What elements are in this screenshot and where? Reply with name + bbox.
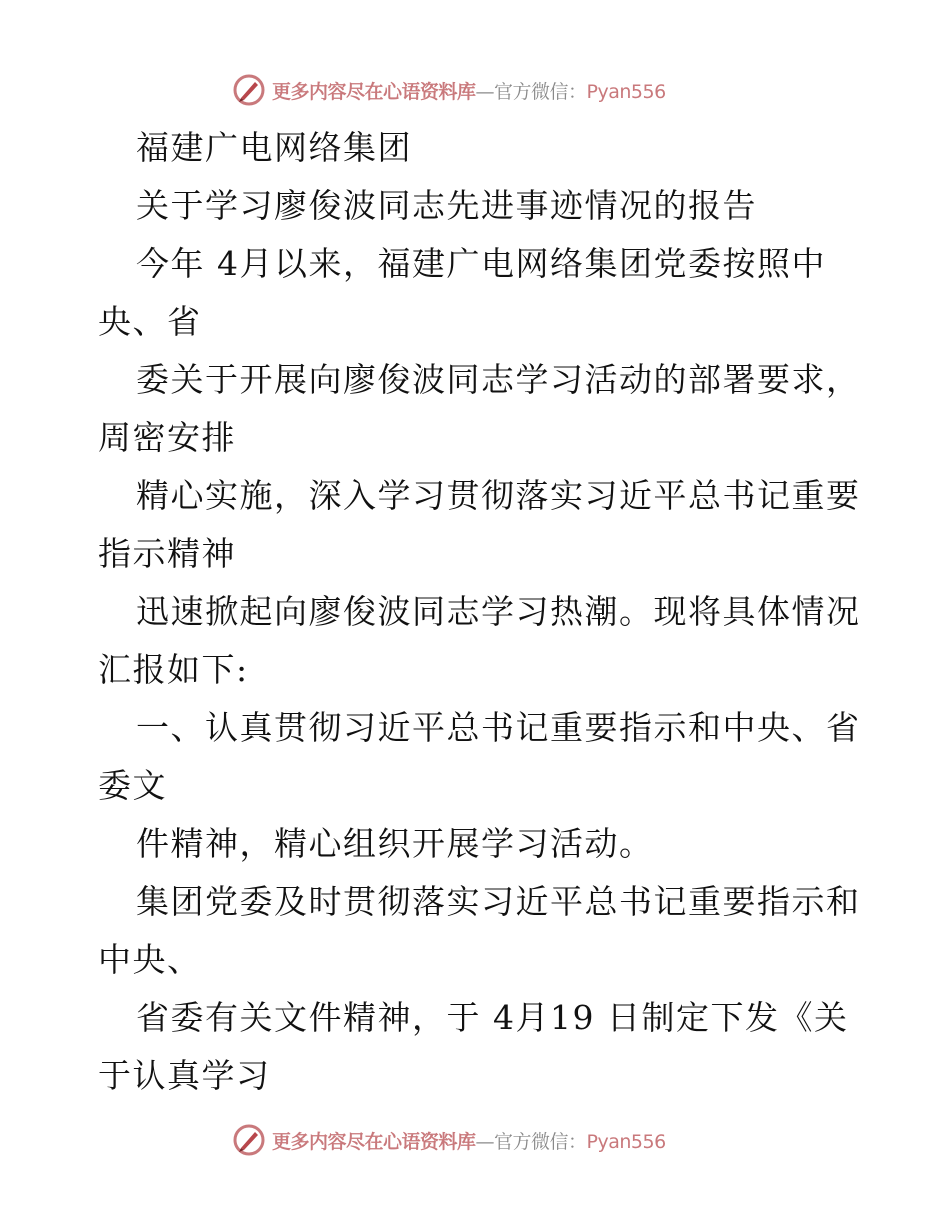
watermark-text <box>272 77 666 104</box>
paragraph-line: 周密安排 <box>98 418 236 457</box>
watermark-dash: — <box>475 1130 495 1153</box>
section-heading: 委文 <box>98 766 167 805</box>
watermark-wechat-id: Pyan556 <box>586 80 666 103</box>
doc-title-report: 关于学习廖俊波同志先进事迹情况的报告 <box>136 186 757 225</box>
paragraph-line: 指示精神 <box>98 534 236 573</box>
pen-logo-icon <box>232 73 266 107</box>
paragraph-line: 迅速掀起向廖俊波同志学习热潮。现将具体情况 <box>136 592 861 631</box>
paragraph-line: 省委有关文件精神，于 4月19 日制定下发《关 <box>136 998 849 1037</box>
watermark-official: 官方微信： <box>494 1130 587 1153</box>
watermark-brand: 更多内容尽在心语资料库 <box>272 80 476 103</box>
watermark-official: 官方微信： <box>494 80 587 103</box>
watermark-wechat-id: Pyan556 <box>586 1130 666 1153</box>
doc-title-org: 福建广电网络集团 <box>136 128 412 167</box>
paragraph-line: 于认真学习 <box>98 1056 271 1095</box>
watermark-banner-bottom <box>232 1120 666 1160</box>
paragraph-line: 中央、 <box>98 940 202 979</box>
section-heading: 一、认真贯彻习近平总书记重要指示和中央、省 <box>136 708 861 747</box>
watermark-text <box>272 1127 666 1154</box>
section-heading: 件精神，精心组织开展学习活动。 <box>136 824 654 863</box>
paragraph-line: 精心实施，深入学习贯彻落实习近平总书记重要 <box>136 476 861 515</box>
watermark-brand: 更多内容尽在心语资料库 <box>272 1130 476 1153</box>
watermark-banner-top <box>232 70 666 110</box>
paragraph-line: 委关于开展向廖俊波同志学习活动的部署要求， <box>136 360 861 399</box>
watermark-dash: — <box>475 80 495 103</box>
paragraph-line: 央、省 <box>98 302 202 341</box>
paragraph-line: 今年 4月以来，福建广电网络集团党委按照中 <box>136 244 826 283</box>
paragraph-line: 汇报如下: <box>98 650 249 689</box>
pen-logo-icon <box>232 1123 266 1157</box>
paragraph-line: 集团党委及时贯彻落实习近平总书记重要指示和 <box>136 882 861 921</box>
